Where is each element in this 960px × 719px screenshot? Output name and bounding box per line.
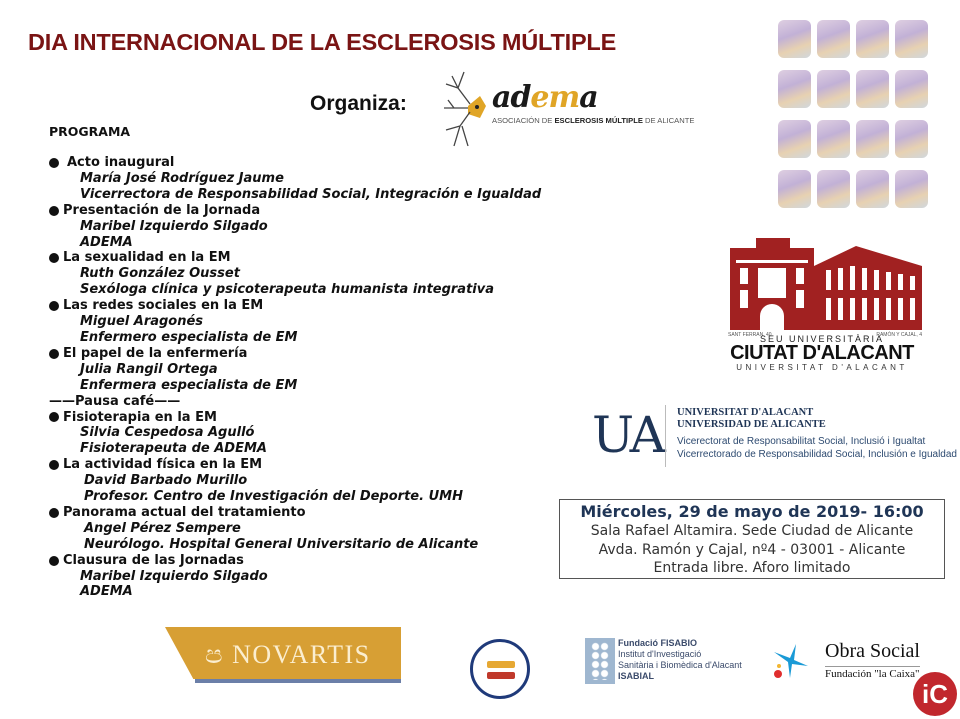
- session-title: Acto inaugural: [67, 155, 175, 170]
- session-title: Fisioterapia en la EM: [63, 409, 217, 425]
- speaker-name: Maribel Izquierdo Silgado: [80, 568, 268, 584]
- people-illustration: [856, 120, 889, 158]
- people-illustration: [895, 20, 928, 58]
- speaker-name: María José Rodríguez Jaume: [80, 170, 284, 186]
- people-illustration: [817, 70, 850, 108]
- program-item: [49, 505, 569, 553]
- ua-line1: UNIVERSITAT D'ALACANT: [677, 407, 814, 418]
- speaker-role: ADEMA: [80, 584, 133, 600]
- program-item: [49, 457, 569, 505]
- ua-line2: UNIVERSIDAD DE ALICANTE: [677, 419, 826, 430]
- people-illustration: [856, 20, 889, 58]
- people-illustration: [895, 170, 928, 208]
- speaker-name: Julia Rangil Ortega: [80, 361, 218, 377]
- flag-stripe-icon: [487, 661, 515, 668]
- bullet-icon: [49, 412, 59, 422]
- speaker-role: Profesor. Centro de Investigación del Deporte. UMH: [84, 489, 463, 505]
- fisabio-logo: Fundació FISABIO Institut d'Investigació Sanitària i Biomèdica d'Alacant ISABIAL: [585, 638, 735, 684]
- event-note: Entrada libre. Aforo limitado: [653, 560, 851, 576]
- ciutat-name: CIUTAT D'ALACANT: [730, 342, 914, 364]
- speaker-role: Fisioterapeuta de ADEMA: [80, 441, 267, 457]
- la-caixa-logo: [770, 640, 930, 686]
- bullet-icon: [49, 349, 59, 359]
- speaker-role: Enfermero especialista de EM: [80, 329, 298, 345]
- session-title: Panorama actual del tratamiento: [63, 504, 306, 520]
- adema-logo: [440, 66, 695, 150]
- program-item: [49, 155, 569, 203]
- people-illustration: [778, 170, 811, 208]
- people-illustration: [778, 120, 811, 158]
- molecule-icon: [591, 642, 609, 680]
- speaker-name: Maribel Izquierdo Silgado: [80, 218, 268, 234]
- speaker-role: Sexóloga clínica y psicoterapeuta humanista integrativa: [80, 282, 495, 298]
- speaker-name: David Barbado Murillo: [84, 473, 248, 489]
- people-illustration: [778, 70, 811, 108]
- caixa-star-icon: [770, 642, 810, 682]
- ua-logo: [592, 403, 957, 469]
- obra-social-label: Obra Social: [825, 640, 920, 662]
- program-item: [49, 346, 569, 394]
- event-address: Avda. Ramón y Cajal, nº4 - 03001 - Alicante: [598, 541, 906, 558]
- flag-stripe-icon: [487, 672, 515, 679]
- program-item: [49, 298, 569, 346]
- ciutat-dalacant-logo: [722, 236, 922, 374]
- event-venue: Sala Rafael Altamira. Sede Ciudad de Alicante: [590, 523, 914, 539]
- organiza-label: Organiza:: [310, 92, 407, 115]
- speaker-role: Enfermera especialista de EM: [80, 377, 298, 393]
- programa-heading: PROGRAMA: [49, 124, 131, 139]
- people-illustration: [817, 20, 850, 58]
- novartis-flame-icon: ප: [205, 640, 225, 669]
- adema-subtitle: ASOCIACIÓN DE ESCLEROSIS MÚLTIPLE DE ALICANTE: [492, 116, 695, 125]
- people-illustration-grid: [778, 20, 928, 208]
- adema-wordmark: adema: [492, 80, 598, 115]
- people-illustration: [895, 70, 928, 108]
- neuron-icon: [440, 66, 496, 150]
- program-item: [49, 203, 569, 251]
- people-illustration: [817, 120, 850, 158]
- speaker-name: Ruth González Ousset: [80, 266, 240, 282]
- event-info-box: [559, 499, 945, 579]
- left-address: SANT FERRAN, 40: [728, 332, 772, 338]
- speaker-role: Neurólogo. Hospital General Universitario de Alicante: [84, 536, 479, 552]
- ua-divider: [665, 405, 666, 467]
- bullet-icon: [49, 556, 59, 566]
- speaker-name: Silvia Cespedosa Agulló: [80, 425, 255, 441]
- seu-label: SEU UNIVERSITÀRIA: [759, 334, 885, 344]
- university-label: UNIVERSITAT D'ALACANT: [736, 363, 908, 372]
- people-illustration: [817, 170, 850, 208]
- session-title: La sexualidad en la EM: [63, 250, 231, 266]
- session-title: El papel de la enfermería: [63, 345, 248, 361]
- program-item: [49, 250, 569, 298]
- bullet-icon: [49, 508, 59, 518]
- equality-seal-logo: [470, 639, 530, 699]
- speaker-name: Angel Pérez Sempere: [84, 520, 241, 536]
- bullet-icon: [49, 206, 59, 216]
- event-date: Miércoles, 29 de mayo de 2019- 16:00: [580, 502, 924, 521]
- session-title: La actividad física en la EM: [63, 457, 263, 473]
- people-illustration: [895, 120, 928, 158]
- building-icon: [726, 236, 922, 332]
- bullet-icon: [49, 460, 59, 470]
- right-address: RAMÓN Y CAJAL, 4: [876, 332, 922, 338]
- session-title: Clausura de las Jornadas: [63, 552, 244, 568]
- fundacion-label: Fundación "la Caixa": [825, 668, 920, 680]
- program-item: [49, 553, 569, 601]
- page-title: DIA INTERNACIONAL DE LA ESCLEROSIS MÚLTIPLE: [28, 29, 617, 55]
- ic-badge-icon: iC: [913, 672, 957, 716]
- ua-letters: UA: [592, 406, 663, 464]
- ua-line3: Vicerectorat de Responsabilitat Social, Inclusió i Igualtat: [677, 436, 926, 447]
- bullet-icon: [49, 158, 59, 168]
- people-illustration: [856, 170, 889, 208]
- bullet-icon: [49, 301, 59, 311]
- speaker-role: Vicerrectora de Responsabilidad Social, Integración e Igualdad: [80, 186, 542, 202]
- programa-list: [49, 155, 569, 600]
- people-illustration: [778, 20, 811, 58]
- bullet-icon: [49, 253, 59, 263]
- speaker-name: Miguel Aragonés: [80, 314, 204, 330]
- coffee-break: ——Pausa café——: [49, 393, 181, 409]
- speaker-role: ADEMA: [80, 234, 133, 250]
- program-item: [49, 410, 569, 458]
- novartis-logo: ප NOVARTIS: [165, 627, 405, 687]
- people-illustration: [856, 70, 889, 108]
- session-title: Presentación de la Jornada: [63, 202, 261, 218]
- session-title: Las redes sociales en la EM: [63, 298, 264, 314]
- ua-line4: Vicerrectorado de Responsabilidad Social, Inclusión e Igualdad: [677, 449, 957, 460]
